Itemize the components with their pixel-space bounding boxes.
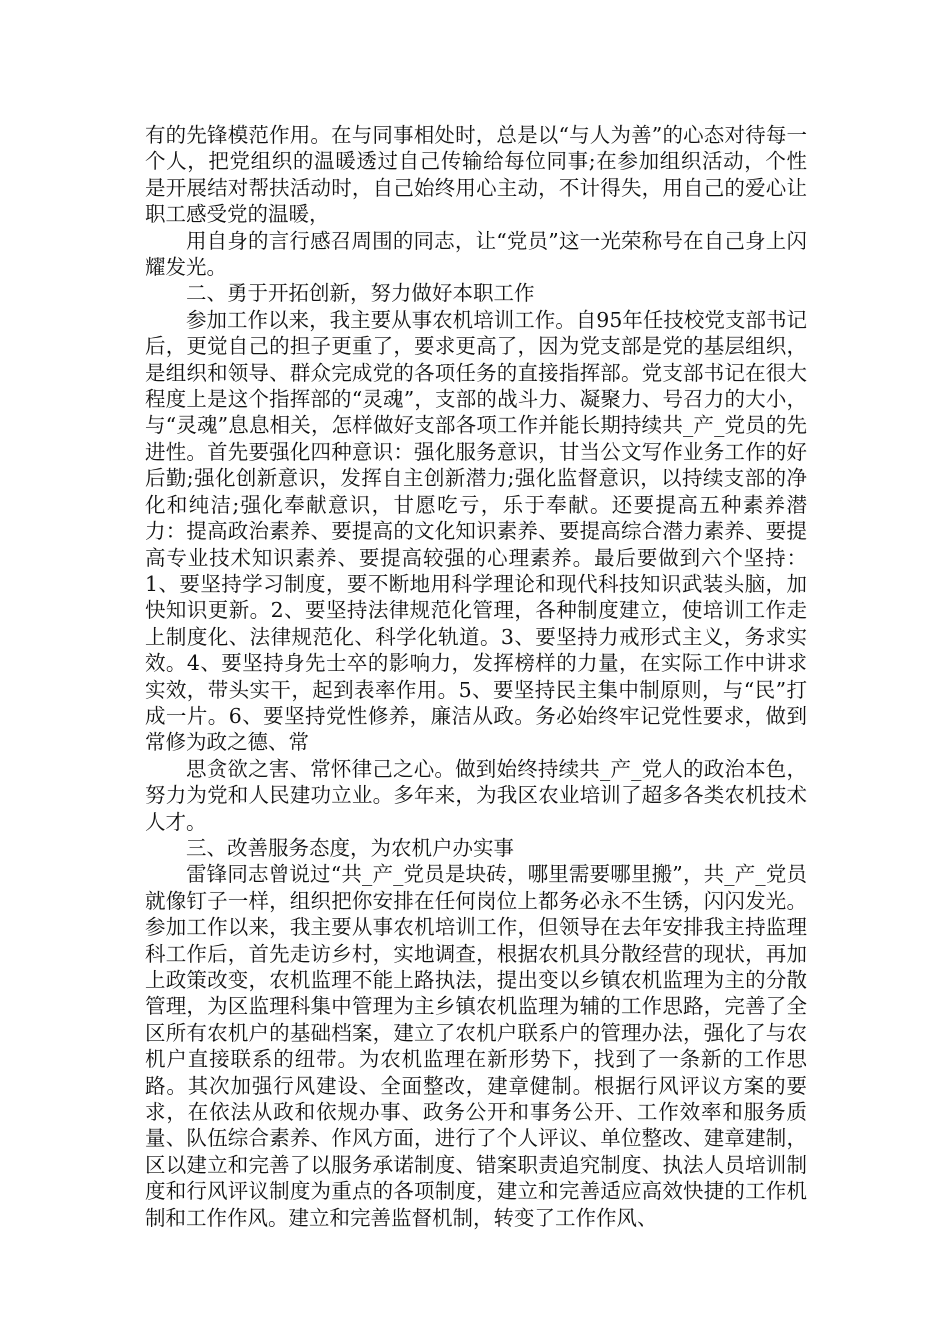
paragraph-5: 雷锋同志曾说过“共_产_党员是块砖，哪里需要哪里搬”，共_产_党员就像钉子一样，组织把你安排在任何岗位上都务必永不生锈，闪闪发光。参加工作以来，我主要从事农机培训工作，但领导在去年安排我主持监理科工作后，首先走访乡村，实地调查，根据农机具分散经营的现状，再加上政策改变，农机监理不能上路执法，提出变以乡镇农机监理为主的分散管理，为区监理科集中管理为主乡镇农机监理为辅的工作思路，完善了全区所有农机户的基础档案，建立了农机户联系户的管理办法，强化了与农机户直接联系的纽带。为农机监理在新形势下，找到了一条新的工作思路。其次加强行风建设、全面整改，建章健制。根据行风评议方案的要求，在依法从政和依规办事、政务公开和事务公开、工作效率和服务质量、队伍综合素养、作风方面，进行了个人评议、单位整改、建章建制，区以建立和完善了以服务承诺制度、错案职责追究制度、执法人员培训制度和行风评议制度为重点的各项制度，建立和完善适应高效快捷的工作机制和工作作风。建立和完善监督机制，转变了工作作风、 xyxy=(145,862,807,1230)
paragraph-1: 有的先锋模范作用。在与同事相处时，总是以“与人为善”的心态对待每一个人，把党组织的温暖透过自己传输给每位同事;在参加组织活动，个性是开展结对帮扶活动时，自己始终用心主动，不计得失，用自己的爱心让职工感受党的温暖， xyxy=(145,123,807,227)
section-heading-2: 二、勇于开拓创新，努力做好本职工作 xyxy=(186,281,535,306)
paragraph-4: 思贪欲之害、常怀律己之心。做到始终持续共_产_党人的政治本色，努力为党和人民建功立业。多年来，为我区农业培训了超多各类农机技术人才。 xyxy=(145,756,807,834)
section-heading-3: 三、改善服务态度，为农机户办实事 xyxy=(186,835,514,860)
paragraph-3: 参加工作以来，我主要从事农机培训工作。自95年任技校党支部书记后，更觉自己的担子更重了，要求更高了，因为党支部是党的基层组织，是组织和领导、群众完成党的各项任务的直接指挥部。党支部书记在很大程度上是这个指挥部的“灵魂”，支部的战斗力、凝聚力、号召力的大小，与“灵魂”息息相关，怎样做好支部各项工作并能长期持续共_产_党员的先进性。首先要强化四种意识：强化服务意识，甘当公文写作业务工作的好后勤;强化创新意识，发挥自主创新潜力;强化监督意识，以持续支部的净化和纯洁;强化奉献意识，甘愿吃亏，乐于奉献。还要提高五种素养潜力：提高政治素养、要提高的文化知识素养、要提高综合潜力素养、要提高专业技术知识素养、要提高较强的心理素养。最后要做到六个坚持：1、要坚持学习制度，要不断地用科学理论和现代科技知识武装头脑，加快知识更新。2、要坚持法律规范化管理，各种制度建立，使培训工作走上制度化、法律规范化、科学化轨道。3、要坚持力戒形式主义，务求实效。4、要坚持身先士卒的影响力，发挥榜样的力量，在实际工作中讲求实效，带头实干，起到表率作用。5、要坚持民主集中制原则，与“民”打成一片。6、要坚持党性修养，廉洁从政。务必始终牢记党性要求，做到常修为政之德、常 xyxy=(145,307,807,755)
document-body xyxy=(145,122,807,1231)
paragraph-2: 用自身的言行感召周围的同志，让“党员”这一光荣称号在自己身上闪耀发光。 xyxy=(145,228,807,280)
